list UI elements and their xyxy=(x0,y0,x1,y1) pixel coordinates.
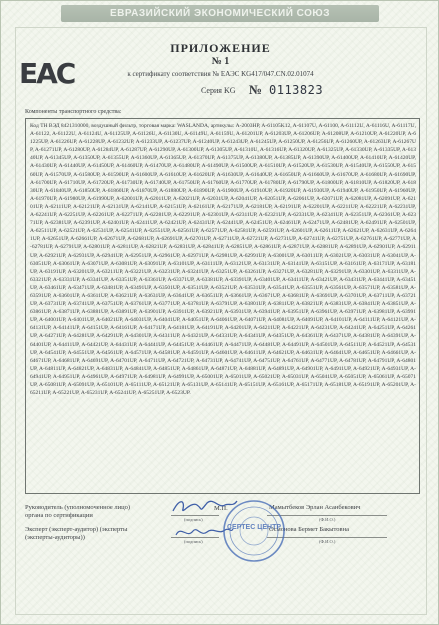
components-list-text: Код ТН ВЭД 8421310000, воздушный фильтр, торговая марка: WASLANDA, артикулы: A-2003HP, A-61105K12, A-61107U, A-61100, A-61112U, A-61116U, A-61117U, A-61122, A-61122U, A-61124U, A-61125UP, A-61126U, A-61130U, A-61149U, A-61159U, A-61201UP, A-61203UP, A-61206UP, A-61208UP, A-61210UP, A-61220UP, A-61225UP, A-61226UP, A-61228UP, A-61232UP, A-61233UP, A-61237UP, A-61240UP, A-61243UP, A-61245UP, A-61250UP, A-61256UP, A-61260UP, A-61263UP, A-61267UP, A-61271UP, A-61280UP, A-61284UP, A-61287UP, A-61290UP, A-61300UP, A-61305UP, A-61310U, A-61316UP, A-61320UP, A-61325UP, A-61330UP, A-61335UP, A-61340UP, A-61345UP, A-61350UP, A-61355UP, A-61360UP, A-61365UP, A-61370UP, A-61375UP, A-61380UP, A-61385UP, A-61390UP, A-61400UP, A-61410UP, A-61420UP, A-61430UP, A-61440UP, A-61450UP, A-61460UP, A-61470UP, A-61480UP, A-61490UP, A-61500UP, A-61510UP, A-61520UP, A-61530UP, A-61540UP, A-61550UP, A-61560UP, A-61570UP, A-61580UP, A-61590UP, A-61600UP, A-61610UP, A-61620UP, A-61630UP, A-61640UP, A-61650UP, A-61660UP, A-61670UP, A-61680UP, A-61690UP, A-61700UP, A-61710UP, A-61720UP, A-61730UP, A-61740UP, A-61750UP, A-61760UP, A-61770UP, A-61780UP, A-61790UP, A-61800UP, A-61810UP, A-61820UP, A-61830UP, A-61840UP, A-61850UP, A-61860UP, A-61870UP, A-61880UP, A-61890UP, A-61900UP, A-61910UP, A-61920UP, A-61930UP, A-61940UP, A-61950UP, A-61960UP, A-61970UP, A-61980UP, A-61990UP, A-62001UP, A-62011UP, A-62021UP, A-62031UP, A-62041UP, A-62051UP, A-62061UP, A-62071UP, A-62081UP, A-62091UP, A-62101UP, A-62111UP, A-62121UP, A-62131UP, A-62141UP, A-62151UP, A-62161UP, A-62171UP, A-62181UP, A-62191UP, A-62201UP, A-62211UP, A-62221UP, A-62231UP, A-62241UP, A-62251UP, A-62261UP, A-62271UP, A-62281UP, A-62291UP, A-62301UP, A-62311UP, A-62321UP, A-62331UP, A-62341UP, A-62351UP, A-62361UP, A-62371UP, A-62381UP, A-62391UP, A-62401UP, A-62411UP, A-62421UP, A-62431UP, A-62441UP, A-62451UP, A-62461UP, A-62471UP, A-62481UP, A-62491UP, A-62501UP, A-62511UP, A-62521UP, A-62531UP, A-62541UP, A-62551UP, A-62561UP, A-62571UP, A-62581UP, A-62591UP, A-62601UP, A-62611UP, A-62621UP, A-62631UP, A-62641UP, A-62651UP, A-62661UP, A-62671UP, A-62681UP, A-62691UP, A-62701UP, A-62711UP, A-62721UP, A-62731UP, A-62741UP, A-62751UP, A-62761UP, A-62771UP, A-62781UP, A-62791UP, A-62801UP, A-62811UP, A-62821UP, A-62831UP, A-62841UP, A-62851UP, A-62861UP, A-62871UP, A-62881UP, A-62891UP, A-62901UP, A-62911UP, A-62921UP, A-62931UP, A-62941UP, A-62951UP, A-62961UP, A-62971UP, A-62981UP, A-62991UP, A-63001UP, A-63011UP, A-63021UP, A-63031UP, A-63041UP, A-63051UP, A-63061UP, A-63071UP, A-63081UP, A-63091UP, A-63101UP, A-63111UP, A-63121UP, A-63131UP, A-63141UP, A-63151UP, A-63161UP, A-63171UP, A-63181UP, A-63191UP, A-63201UP, A-63211UP, A-63221UP, A-63231UP, A-63241UP, A-63251UP, A-63261UP, A-63271UP, A-63281UP, A-63291UP, A-63301UP, A-63311UP, A-63321UP, A-63331UP, A-63341UP, A-63351UP, A-63361UP, A-63371UP, A-63381UP, A-63391UP, A-63401UP, A-63411UP, A-63421UP, A-63431UP, A-63441UP, A-63451UP, A-63461UP, A-63471UP, A-63481UP, A-63491UP, A-63501UP, A-63511UP, A-63521UP, A-63531UP, A-63541UP, A-63551UP, A-63561UP, A-63571UP, A-63581UP, A-63591UP, A-63601UP, A-63611UP, A-63621UP, A-63631UP, A-63641UP, A-63651UP, A-63661UP, A-63671UP, A-63681UP, A-63691UP, A-63701UP, A-63711UP, A-63721UP, A-63731UP, A-63741UP, A-63751UP, A-63761UP, A-63771UP, A-63781UP, A-63791UP, A-63801UP, A-63811UP, A-63821UP, A-63831UP, A-63841UP, A-63851UP, A-63861UP, A-63871UP, A-63881UP, A-63891UP, A-63901UP, A-63911UP, A-63921UP, A-63931UP, A-63941UP, A-63951UP, A-63961UP, A-63971UP, A-63981UP, A-63991UP, A-64001UP, A-64011UP, A-64021UP, A-64031UP, A-64041UP, A-64051UP, A-64061UP, A-64071UP, A-64081UP, A-64091UP, A-64101UP, A-64111UP, A-64121UP, A-64131UP, A-64141UP, A-64151UP, A-64161UP, A-64171UP, A-64181UP, A-64191UP, A-64201UP, A-64211UP, A-64221UP, A-64231UP, A-64241UP, A-64251UP, A-64261UP, A-64271UP, A-64281UP, A-64291UP, A-64301UP, A-64311UP, A-64321UP, A-64331UP, A-64341UP, A-64351UP, A-64361UP, A-64371UP, A-64381UP, A-64391UP, A-64401UP, A-64411UP, A-64421UP, A-64431UP, A-64441UP, A-64451UP, A-64461UP, A-64471UP, A-64481UP, A-64491UP, A-64501UP, A-64511UP, A-64521UP, A-64531UP, A-64541UP, A-64551UP, A-64561UP, A-64571UP, A-64581UP, A-64591UP, A-64601UP, A-64611UP, A-64621UP, A-64631UP, A-64641UP, A-64651UP, A-64661UP, A-64671UP, A-64681UP, A-64691UP, A-64701UP, A-64711UP, A-64721UP, A-64731UP, A-64741UP, A-64751UP, A-64761UP, A-64771UP, A-64781UP, A-64791UP, A-64801UP, A-64811UP, A-64821UP, A-64831UP, A-64841UP, A-64851UP, A-64861UP, A-64871UP, A-64881UP, A-64891UP, A-64901UP, A-64911UP, A-64921UP, A-64931UP, A-64941UP, A-64951UP, A-64961UP, A-64971UP, A-64981UP, A-64991UP, A-65001UP, A-65011UP, A-65021UP, A-65031UP, A-65041UP, A-65051UP, A-65061UP, A-65071UP, A-65081UP, A-65091UP, A-65101UP, A-65111UP, A-65121UP, A-65131UP, A-65141UP, A-65151UP, A-65161UP, A-65171UP, A-65181UP, A-65191UP, A-65201UP, A-65211UP, A-65221UP, A-65231UP, A-65241UP, A-65251UP, A-6523UP. xyxy=(30,123,416,397)
series-number-symbol: № xyxy=(249,82,263,97)
certificate-reference: к сертификату соответствия № ЕАЭС KG417/047.CN.02.01074 xyxy=(127,70,314,78)
document-title: ПРИЛОЖЕНИЕ xyxy=(170,41,271,55)
signatory2-role: Эксперт (эксперт-аудитор) (эксперты (эксперты-аудиторы)) xyxy=(25,526,128,541)
name-caption-2: (Ф.И.О.) xyxy=(319,539,336,544)
organization-stamp xyxy=(221,498,287,564)
stamp-text: СЕРТЕС ЦЕНТР xyxy=(226,524,282,531)
series-number: 0113823 xyxy=(269,83,324,97)
eac-logo: EAC xyxy=(19,57,75,90)
appendix-number: № 1 xyxy=(211,56,230,67)
signatory2-name: Осмонова Бермет Бакытовна xyxy=(269,526,349,533)
seal-mark-label: М.П. xyxy=(214,505,228,512)
series-label: Серия KG xyxy=(201,86,236,95)
signatory1-name: Мамытбеков Эрлан Асанбекович xyxy=(269,504,361,511)
signatory1-role: Руководитель (уполномоченное лицо) органа по сертификации xyxy=(25,504,131,519)
components-table xyxy=(25,118,420,494)
signature-caption-2: (подпись) xyxy=(184,539,203,544)
union-banner xyxy=(61,5,379,22)
union-banner-text: ЕВРАЗИЙСКИЙ ЭКОНОМИЧЕСКИЙ СОЮЗ xyxy=(109,8,331,19)
signature-caption-1: (подпись) xyxy=(184,517,203,522)
components-heading: Компоненты транспортного средства: xyxy=(25,109,122,115)
name-caption-1: (Ф.И.О.) xyxy=(319,517,336,522)
